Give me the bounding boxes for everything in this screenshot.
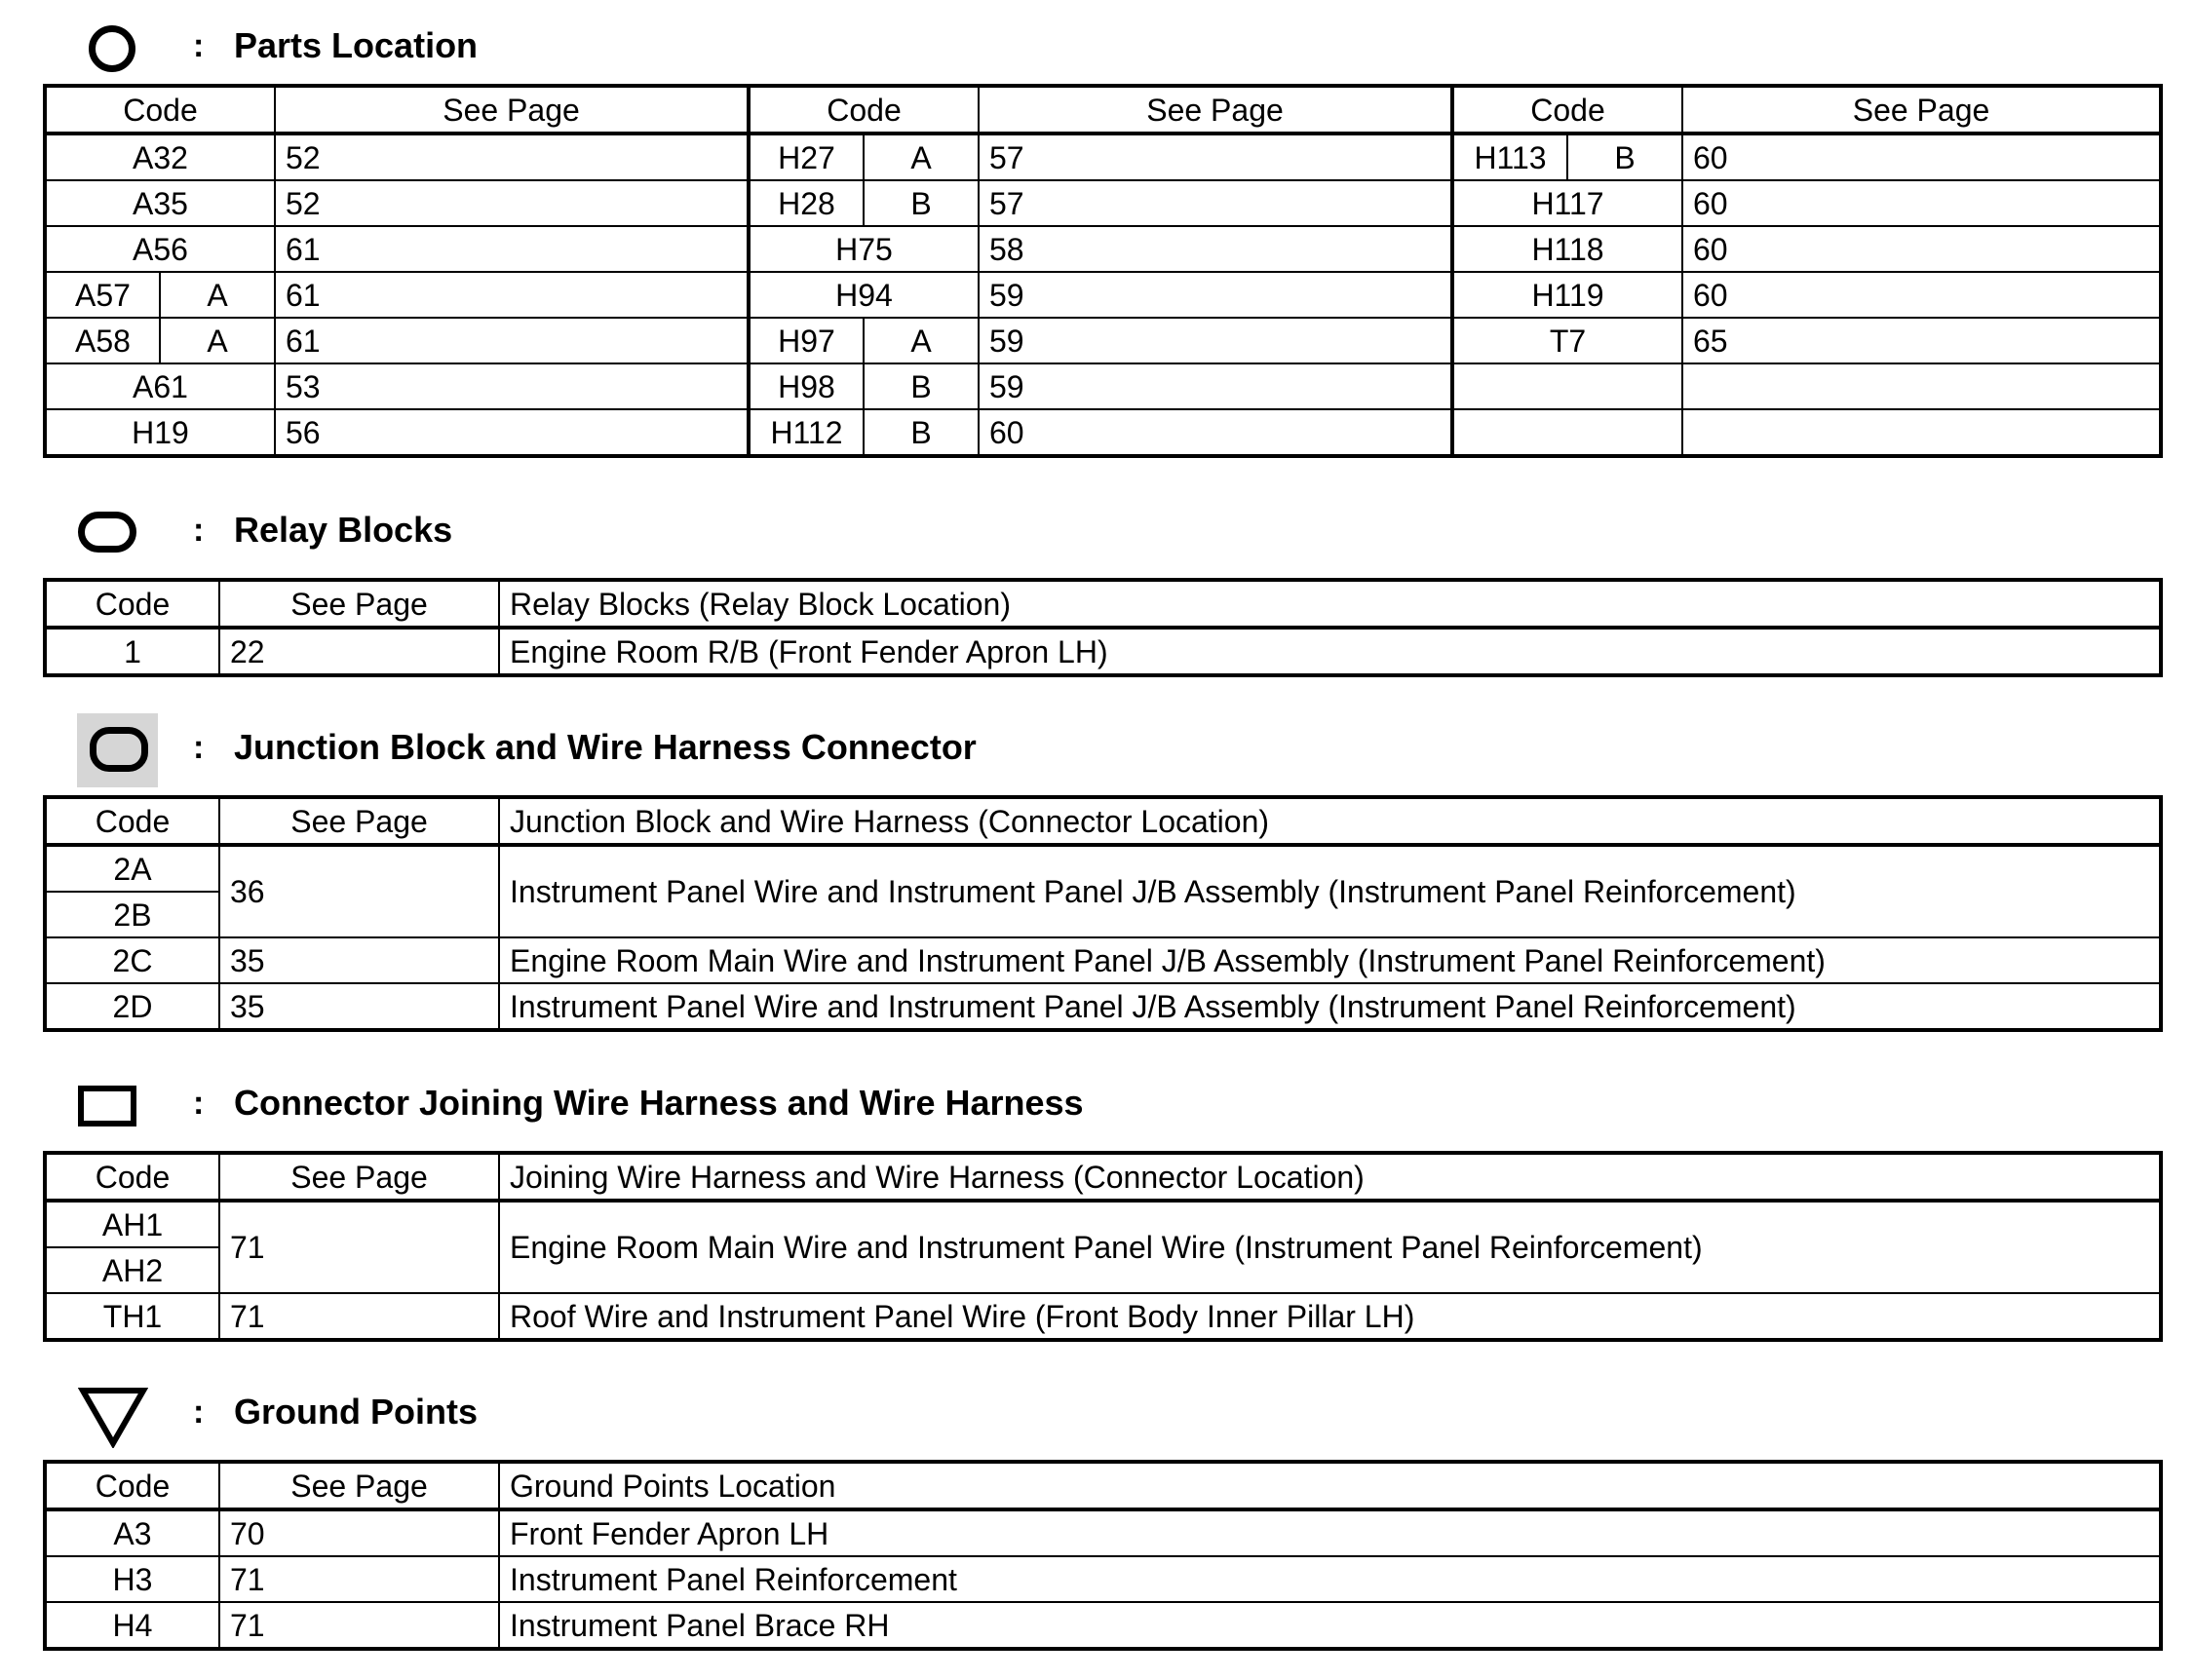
page-cell: 56 — [275, 409, 749, 456]
code-cell: 2D — [45, 983, 219, 1030]
table-row — [45, 937, 2161, 983]
description-cell: Front Fender Apron LH — [499, 1509, 2161, 1556]
joining-connector-heading — [0, 1075, 2195, 1133]
connector-letter-cell: B — [1567, 134, 1682, 180]
connector-letter-cell: A — [864, 134, 979, 180]
triangle-icon — [78, 1386, 148, 1448]
page-cell: 61 — [275, 272, 749, 318]
table-row — [45, 628, 2161, 675]
joining-connector-title: Connector Joining Wire Harness and Wire Harness — [234, 1083, 1084, 1123]
page-cell: 71 — [219, 1556, 499, 1602]
page-cell: 70 — [219, 1509, 499, 1556]
description-cell: Instrument Panel Brace RH — [499, 1602, 2161, 1649]
page-cell: 71 — [219, 1602, 499, 1649]
page-cell: 60 — [1682, 272, 2161, 318]
page-cell — [1682, 363, 2161, 409]
parts-location-table — [43, 84, 2163, 458]
connector-letter-cell: A — [160, 272, 275, 318]
page-cell: 59 — [979, 318, 1452, 363]
code-cell: AH1 — [45, 1201, 219, 1247]
see-page-header: See Page — [219, 1462, 499, 1509]
table-row — [45, 983, 2161, 1030]
page-cell: 52 — [275, 134, 749, 180]
description-header: Joining Wire Harness and Wire Harness (Connector Location) — [499, 1153, 2161, 1201]
code-cell: H97 — [749, 318, 864, 363]
page-cell: 71 — [219, 1201, 499, 1293]
table-row — [45, 409, 2161, 456]
code-cell: A35 — [45, 180, 275, 226]
ground-points-title: Ground Points — [234, 1392, 478, 1432]
page-cell: 61 — [275, 226, 749, 272]
code-cell: H4 — [45, 1602, 219, 1649]
code-header: Code — [45, 1462, 219, 1509]
description-cell: Roof Wire and Instrument Panel Wire (Front Body Inner Pillar LH) — [499, 1293, 2161, 1340]
table-row — [45, 134, 2161, 180]
page-cell: 53 — [275, 363, 749, 409]
table-row — [45, 363, 2161, 409]
heading-colon: : — [193, 27, 205, 64]
code-header: Code — [45, 1153, 219, 1201]
page-cell: 60 — [1682, 180, 2161, 226]
code-cell: A58 — [45, 318, 160, 363]
code-cell: TH1 — [45, 1293, 219, 1340]
relay-blocks-table — [43, 578, 2163, 677]
code-cell: 2A — [45, 845, 219, 892]
page-cell: 22 — [219, 628, 499, 675]
connector-letter-cell: A — [864, 318, 979, 363]
connector-letter-cell: B — [864, 409, 979, 456]
code-cell: A57 — [45, 272, 160, 318]
heading-colon: : — [193, 1394, 205, 1431]
code-cell: 2C — [45, 937, 219, 983]
joining-connector-table — [43, 1151, 2163, 1342]
page-cell: 61 — [275, 318, 749, 363]
page-cell: 71 — [219, 1293, 499, 1340]
description-header: Ground Points Location — [499, 1462, 2161, 1509]
junction-block-heading — [0, 719, 2195, 778]
description-cell: Engine Room Main Wire and Instrument Panel Wire (Instrument Panel Reinforcement) — [499, 1201, 2161, 1293]
code-cell — [1452, 363, 1682, 409]
connector-letter-cell: B — [864, 180, 979, 226]
see-page-header: See Page — [979, 86, 1452, 134]
heading-colon: : — [193, 1085, 205, 1122]
page-cell: 60 — [1682, 134, 2161, 180]
parts-location-title: Parts Location — [234, 25, 479, 65]
page-cell: 59 — [979, 363, 1452, 409]
heading-colon: : — [193, 729, 205, 766]
page-cell: 57 — [979, 134, 1452, 180]
table-row — [45, 1602, 2161, 1649]
see-page-header: See Page — [1682, 86, 2161, 134]
code-cell: H98 — [749, 363, 864, 409]
code-cell: H3 — [45, 1556, 219, 1602]
code-cell: H112 — [749, 409, 864, 456]
table-header-row — [45, 1153, 2161, 1201]
page-cell: 58 — [979, 226, 1452, 272]
page-cell — [1682, 409, 2161, 456]
code-header: Code — [45, 86, 275, 134]
rounded-rect-icon — [78, 512, 136, 553]
code-cell: T7 — [1452, 318, 1682, 363]
code-cell: H28 — [749, 180, 864, 226]
heading-colon: : — [193, 512, 205, 549]
junction-block-table — [43, 795, 2163, 1032]
table-header-row — [45, 86, 2161, 134]
description-cell: Instrument Panel Reinforcement — [499, 1556, 2161, 1602]
description-header: Junction Block and Wire Harness (Connector Location) — [499, 797, 2161, 845]
code-cell: H94 — [749, 272, 979, 318]
code-cell: H119 — [1452, 272, 1682, 318]
code-cell: H118 — [1452, 226, 1682, 272]
junction-block-title: Junction Block and Wire Harness Connector — [234, 727, 977, 767]
code-cell: H113 — [1452, 134, 1567, 180]
see-page-header: See Page — [275, 86, 749, 134]
ground-points-heading — [0, 1384, 2195, 1442]
page-cell: 36 — [219, 845, 499, 937]
code-cell: 2B — [45, 892, 219, 937]
table-row — [45, 272, 2161, 318]
table-header-row — [45, 1462, 2161, 1509]
code-cell: H75 — [749, 226, 979, 272]
code-cell: A56 — [45, 226, 275, 272]
circle-icon — [89, 25, 135, 72]
page-cell: 35 — [219, 983, 499, 1030]
page-cell: 65 — [1682, 318, 2161, 363]
code-cell — [1452, 409, 1682, 456]
table-row — [45, 1556, 2161, 1602]
code-cell: 1 — [45, 628, 219, 675]
table-header-row — [45, 797, 2161, 845]
page-cell: 35 — [219, 937, 499, 983]
code-cell: A32 — [45, 134, 275, 180]
description-cell: Engine Room Main Wire and Instrument Panel J/B Assembly (Instrument Panel Reinforcement) — [499, 937, 2161, 983]
page-cell: 60 — [979, 409, 1452, 456]
code-cell: H27 — [749, 134, 864, 180]
description-cell: Instrument Panel Wire and Instrument Panel J/B Assembly (Instrument Panel Reinforcement) — [499, 845, 2161, 937]
connector-letter-cell: B — [864, 363, 979, 409]
ground-points-table — [43, 1460, 2163, 1651]
table-row — [45, 1509, 2161, 1556]
connector-letter-cell: A — [160, 318, 275, 363]
relay-blocks-heading — [0, 502, 2195, 560]
table-row — [45, 845, 2161, 892]
table-row — [45, 1201, 2161, 1247]
see-page-header: See Page — [219, 1153, 499, 1201]
description-cell: Engine Room R/B (Front Fender Apron LH) — [499, 628, 2161, 675]
table-row — [45, 180, 2161, 226]
code-header: Code — [1452, 86, 1682, 134]
page-cell: 57 — [979, 180, 1452, 226]
table-row — [45, 318, 2161, 363]
rectangle-icon — [78, 1086, 136, 1126]
code-cell: A61 — [45, 363, 275, 409]
shaded-rounded-rect-icon — [90, 727, 148, 772]
page-cell: 59 — [979, 272, 1452, 318]
page-cell: 52 — [275, 180, 749, 226]
code-cell: H19 — [45, 409, 275, 456]
see-page-header: See Page — [219, 580, 499, 628]
description-cell: Instrument Panel Wire and Instrument Panel J/B Assembly (Instrument Panel Reinforcement) — [499, 983, 2161, 1030]
code-cell: AH2 — [45, 1247, 219, 1293]
description-header: Relay Blocks (Relay Block Location) — [499, 580, 2161, 628]
relay-blocks-title: Relay Blocks — [234, 510, 453, 550]
table-row — [45, 226, 2161, 272]
table-header-row — [45, 580, 2161, 628]
table-row — [45, 1293, 2161, 1340]
code-header: Code — [45, 797, 219, 845]
see-page-header: See Page — [219, 797, 499, 845]
code-cell: H117 — [1452, 180, 1682, 226]
code-header: Code — [45, 580, 219, 628]
code-cell: A3 — [45, 1509, 219, 1556]
parts-location-heading — [0, 18, 2195, 76]
code-header: Code — [749, 86, 979, 134]
page-cell: 60 — [1682, 226, 2161, 272]
